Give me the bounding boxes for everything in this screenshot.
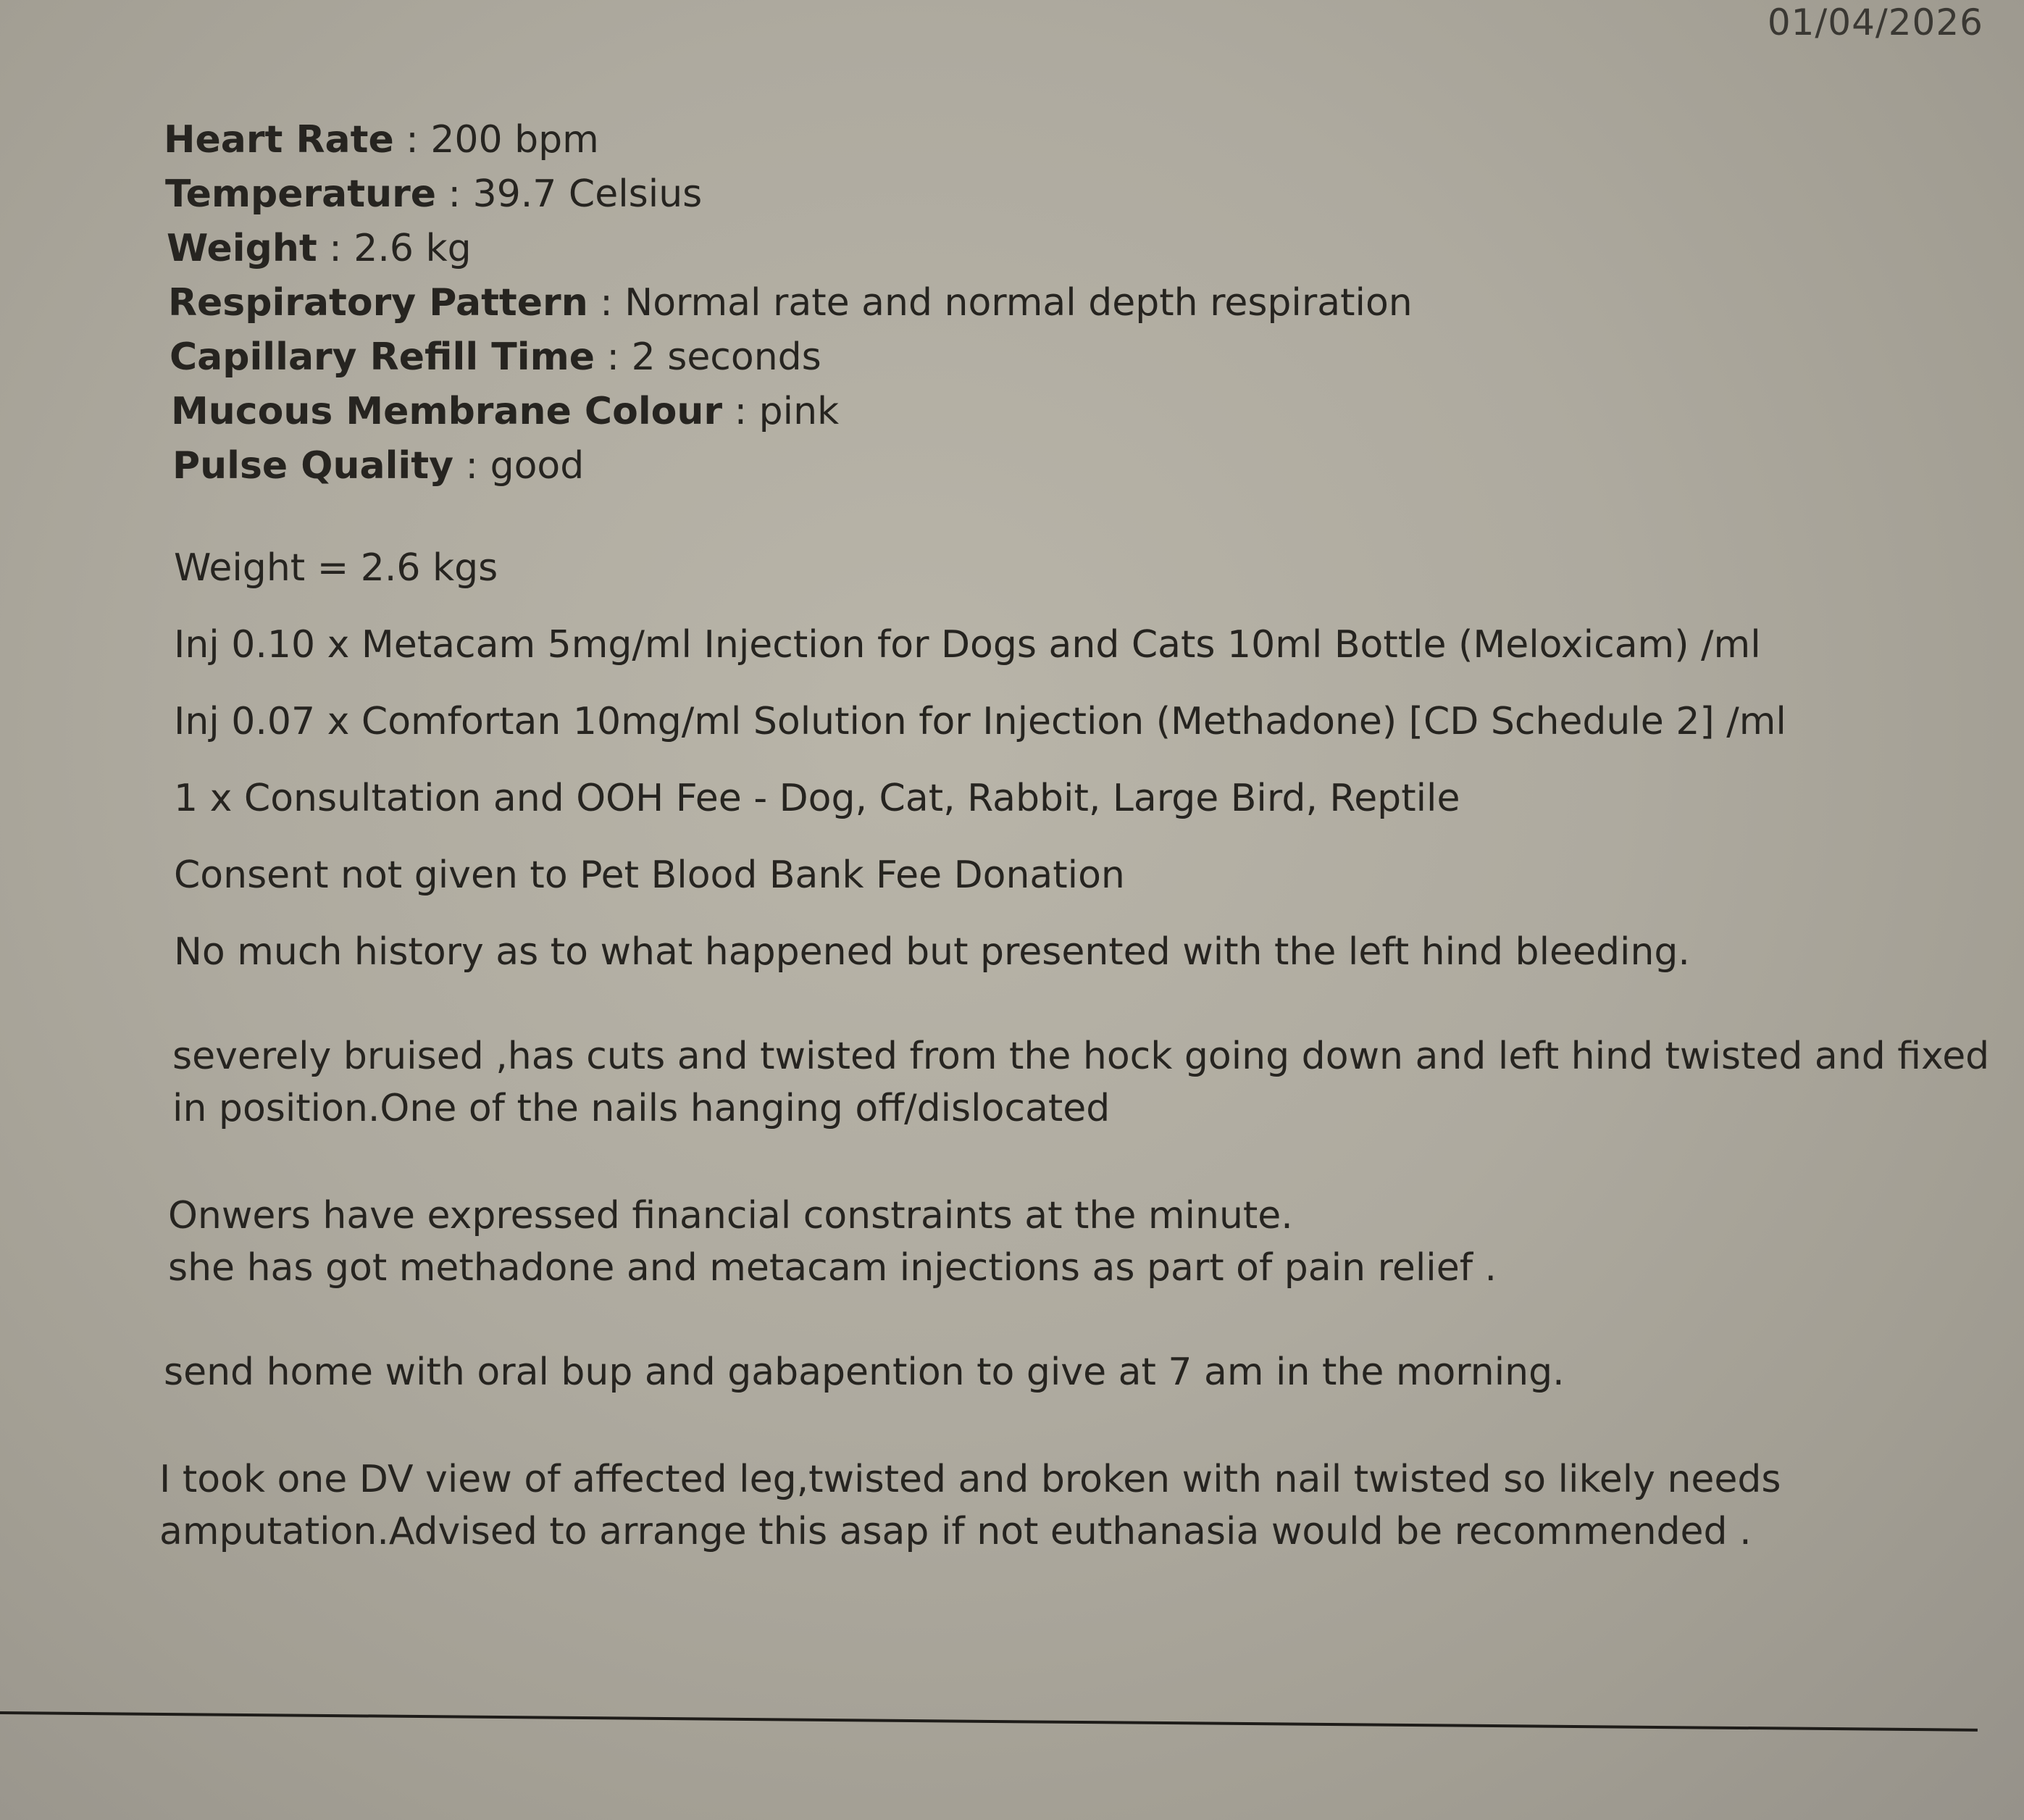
finance-line: she has got methadone and metacam injections as part of pain relief . [168, 1246, 1497, 1290]
vital-separator: : [722, 390, 759, 433]
vital-separator: : [317, 227, 354, 270]
item-metacam-injection: Inj 0.10 x Metacam 5mg/ml Injection for Dogs and Cats 10ml Bottle (Meloxicam) /ml [174, 623, 1761, 667]
vital-heart-rate [164, 113, 1413, 167]
vital-value: 2 seconds [631, 335, 821, 379]
vital-label: Weight [167, 227, 317, 270]
item-history: No much history as to what happened but presented with the left hind bleeding. [174, 930, 1690, 974]
item-blood-bank-consent: Consent not given to Pet Blood Bank Fee Donation [174, 853, 1125, 897]
item-consultation-fee: 1 x Consultation and OOH Fee - Dog, Cat, Rabbit, Large Bird, Reptile [174, 777, 1460, 820]
vital-pulse-quality [172, 439, 1413, 493]
injury-paragraph [172, 1030, 1990, 1135]
record-date: 01/04/2026 [1767, 1, 1983, 43]
footer-divider [0, 1711, 1978, 1732]
vital-separator: : [587, 281, 625, 325]
weight-line: Weight = 2.6 kgs [174, 546, 498, 590]
finance-line: Onwers have expressed financial constraints at the minute. [168, 1194, 1293, 1237]
xray-line: amputation.Advised to arrange this asap if not euthanasia would be recommended . [159, 1510, 1752, 1553]
vital-label: Pulse Quality [172, 444, 453, 488]
xray-line: I took one DV view of affected leg,twisted and broken with nail twisted so likely needs [159, 1458, 1781, 1501]
injury-line: severely bruised ,has cuts and twisted from the hock going down and left hind twisted and fixed [172, 1035, 1990, 1078]
vital-label: Mucous Membrane Colour [171, 390, 723, 433]
clinical-notes [159, 542, 1990, 1558]
vital-label: Capillary Refill Time [170, 335, 595, 379]
vital-temperature [165, 167, 1413, 222]
vital-separator: : [393, 118, 431, 162]
finance-paragraph [168, 1190, 1970, 1294]
vital-value: good [490, 444, 585, 488]
vital-separator: : [453, 444, 490, 488]
vitals-section [164, 113, 1413, 493]
vital-value: 2.6 kg [354, 227, 472, 270]
vital-value: Normal rate and normal depth respiration [624, 281, 1413, 325]
vital-weight [167, 222, 1413, 276]
vital-separator: : [436, 172, 473, 216]
item-comfortan-injection: Inj 0.07 x Comfortan 10mg/ml Solution for Injection (Methadone) [CD Schedule 2] /ml [174, 700, 1786, 743]
vital-value: 200 bpm [430, 118, 599, 162]
vital-label: Respiratory Pattern [168, 281, 588, 325]
injury-line: in position.One of the nails hanging off/dislocated [172, 1087, 1111, 1130]
vital-respiratory-pattern [168, 276, 1413, 330]
discharge-paragraph [164, 1346, 1970, 1398]
vital-mucous-membrane-colour [171, 385, 1413, 439]
vital-label: Heart Rate [164, 118, 394, 162]
discharge-line: send home with oral bup and gabapention to give at 7 am in the morning. [164, 1351, 1565, 1394]
vital-capillary-refill-time [170, 330, 1413, 385]
vital-value: pink [758, 390, 840, 433]
vital-separator: : [595, 335, 632, 379]
vital-label: Temperature [165, 172, 437, 216]
vital-value: 39.7 Celsius [472, 172, 703, 216]
xray-paragraph [159, 1453, 1970, 1558]
